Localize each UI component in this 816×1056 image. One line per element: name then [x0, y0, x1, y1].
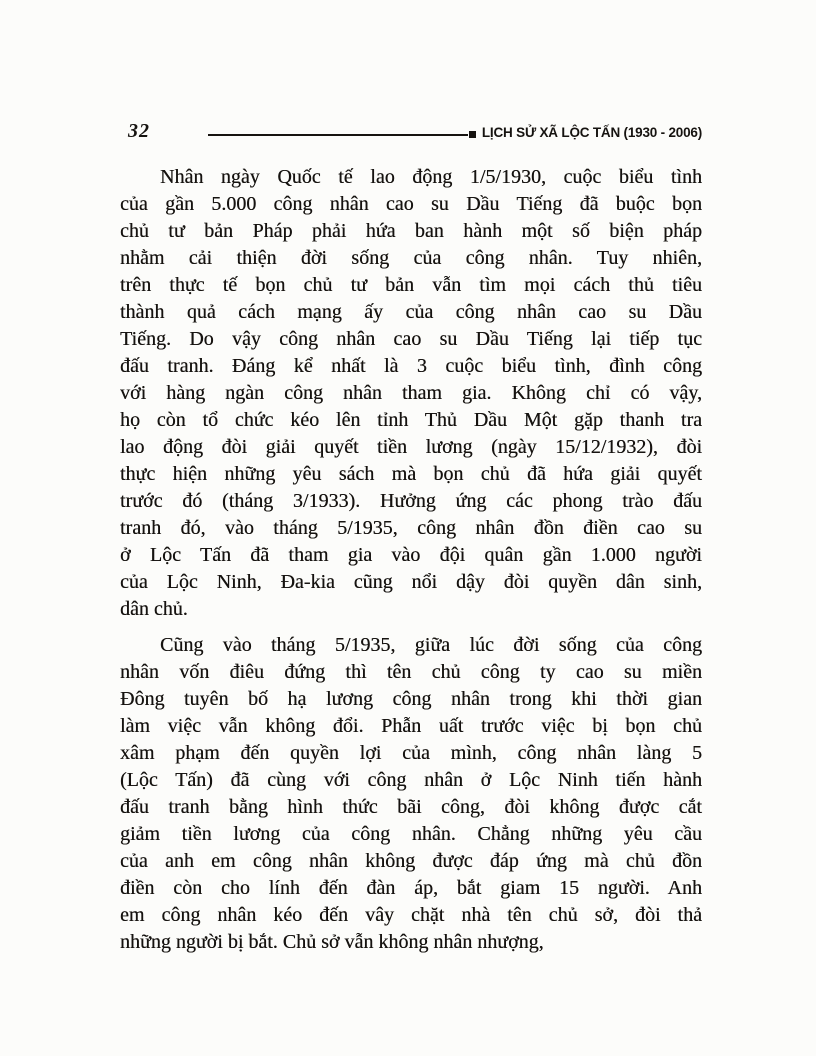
- text-line: với hàng ngàn công nhân tham gia. Không chỉ có vậy,: [120, 382, 702, 404]
- text-line: trước đó (tháng 3/1933). Hưởng ứng các phong trào đấu: [120, 490, 702, 512]
- text-line: thành quả cách mạng ấy của công nhân cao su Dầu: [120, 301, 702, 323]
- text-line: tranh đó, vào tháng 5/1935, công nhân đồn điền cao su: [120, 517, 702, 539]
- text-line: Nhân ngày Quốc tế lao động 1/5/1930, cuộc biểu tình: [160, 166, 702, 188]
- text-line: ở Lộc Tấn đã tham gia vào đội quân gần 1.000 người: [120, 544, 702, 566]
- page-number: 32: [128, 119, 150, 142]
- text-line: Đông tuyên bố hạ lương công nhân trong khi thời gian: [120, 688, 702, 710]
- text-line: của gần 5.000 công nhân cao su Dầu Tiếng đã buộc bọn: [120, 193, 702, 215]
- text-line: (Lộc Tấn) đã cùng với công nhân ở Lộc Ninh tiến hành: [120, 769, 702, 791]
- text-line: xâm phạm đến quyền lợi của mình, công nhân làng 5: [120, 742, 702, 764]
- text-line: điền còn cho lính đến đàn áp, bắt giam 15 người. Anh: [120, 877, 702, 899]
- text-line: Cũng vào tháng 5/1935, giữa lúc đời sống của công: [160, 634, 702, 656]
- text-line: của Lộc Ninh, Đa-kia cũng nổi dậy đòi quyền dân sinh,: [120, 571, 702, 593]
- running-header-title: LỊCH SỬ XÃ LỘC TẤN (1930 - 2006): [481, 124, 702, 140]
- text-line: giảm tiền lương của công nhân. Chẳng những yêu cầu: [120, 823, 702, 845]
- text-line: dân chủ.: [120, 598, 188, 620]
- text-line: của anh em công nhân không được đáp ứng mà chủ đồn: [120, 850, 702, 872]
- text-line: nhân vốn điêu đứng thì tên chủ công ty cao su miền: [120, 661, 702, 683]
- text-line: Tiếng. Do vậy công nhân cao su Dầu Tiếng lại tiếp tục: [120, 328, 702, 350]
- text-line: họ còn tổ chức kéo lên tỉnh Thủ Dầu Một gặp thanh tra: [120, 409, 702, 431]
- text-line: thực hiện những yêu sách mà bọn chủ đã hứa giải quyết: [120, 463, 702, 485]
- paragraph: [120, 632, 702, 956]
- text-line: đấu tranh bằng hình thức bãi công, đòi không được cắt: [120, 796, 702, 818]
- text-line: đấu tranh. Đáng kể nhất là 3 cuộc biểu tình, đình công: [120, 355, 702, 377]
- text-line: em công nhân kéo đến vây chặt nhà tên chủ sở, đòi thả: [120, 904, 702, 926]
- text-line: những người bị bắt. Chủ sở vẫn không nhân nhượng,: [120, 931, 544, 953]
- text-line: nhằm cải thiện đời sống của công nhân. Tuy nhiên,: [120, 247, 702, 269]
- text-line: trên thực tế bọn chủ tư bản vẫn tìm mọi cách thủ tiêu: [120, 274, 702, 296]
- text-line: làm việc vẫn không đổi. Phẫn uất trước việc bị bọn chủ: [120, 715, 702, 737]
- running-header: [120, 118, 702, 144]
- square-bullet-icon: [469, 131, 476, 138]
- text-line: lao động đòi giải quyết tiền lương (ngày 15/12/1932), đòi: [120, 436, 702, 458]
- header-rule: [208, 134, 468, 136]
- paragraph: [120, 164, 702, 623]
- text-line: chủ tư bản Pháp phải hứa ban hành một số biện pháp: [120, 220, 702, 242]
- page-body: [120, 164, 702, 965]
